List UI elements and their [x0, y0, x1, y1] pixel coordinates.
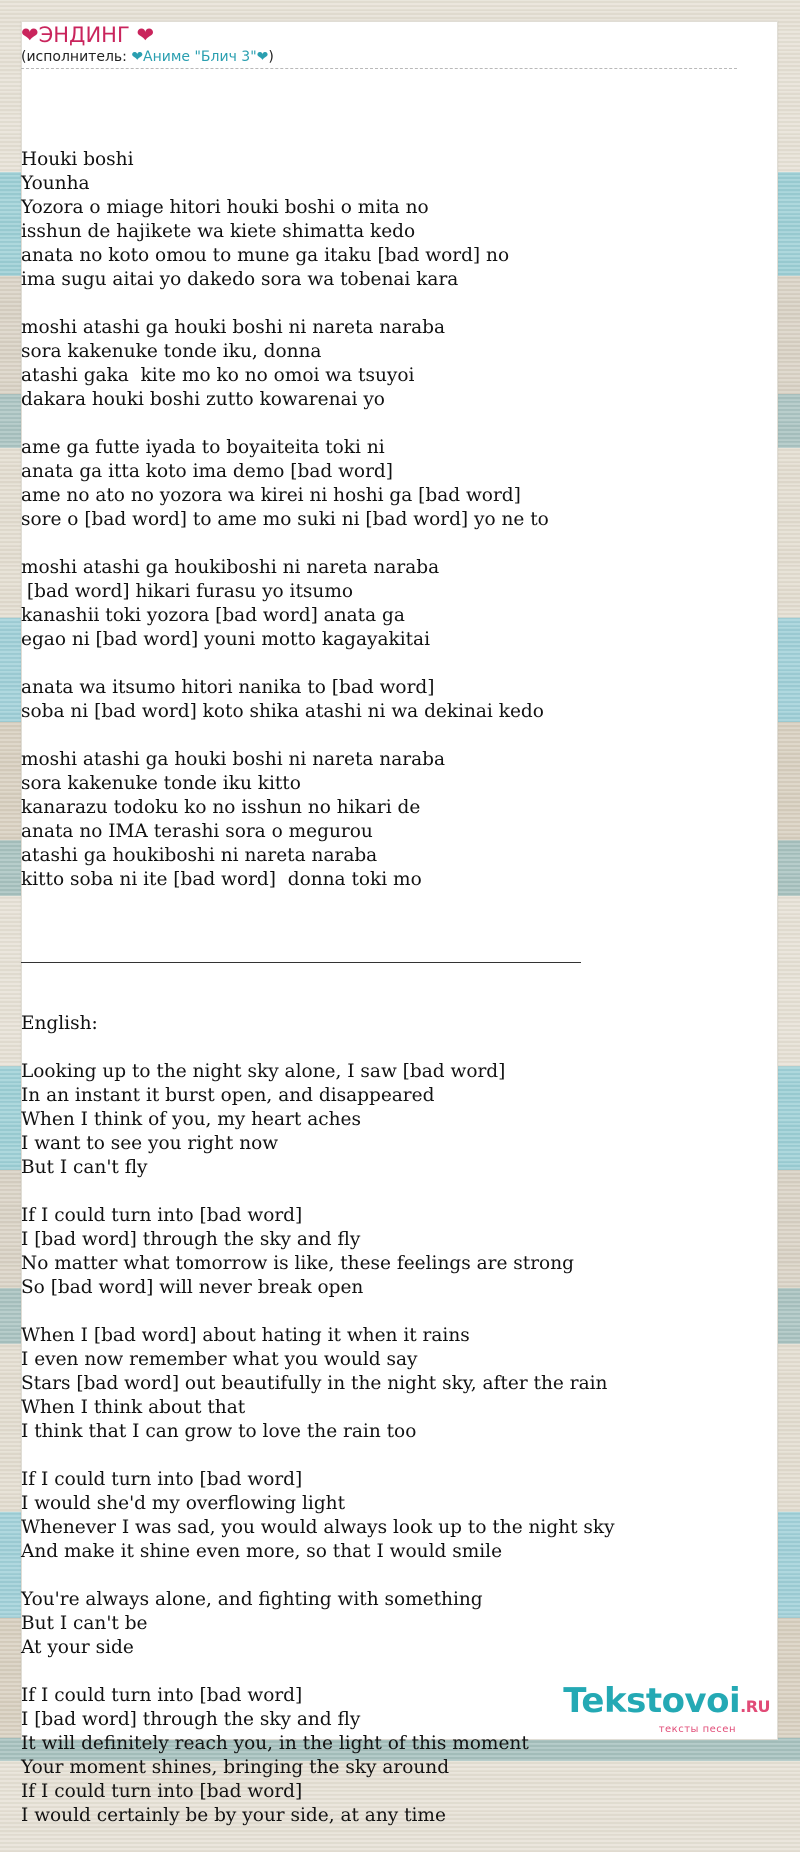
lyric-line: English: [21, 1013, 98, 1034]
lyric-line: Looking up to the night sky alone, I saw [bad word] [21, 1061, 506, 1082]
lyric-line: When I think about that [21, 1397, 246, 1418]
lyric-line: And make it shine even more, so that I would smile [21, 1541, 503, 1562]
artist-link[interactable]: ❤Аниме "Блич 3"❤ [131, 49, 269, 65]
lyric-line: I would she'd my overflowing light [21, 1493, 346, 1514]
lyric-line: But I can't fly [21, 1157, 148, 1178]
lyric-line: moshi atashi ga houkiboshi ni nareta naraba [21, 557, 440, 578]
site-logo[interactable] [563, 1683, 770, 1735]
lyric-line: ame ga futte iyada to boyaiteita toki ni [21, 437, 385, 458]
lyric-line: No matter what tomorrow is like, these feelings are strong [21, 1253, 574, 1274]
lyric-line: When I think of you, my heart aches [21, 1109, 361, 1130]
lyric-line: moshi atashi ga houki boshi ni nareta naraba [21, 749, 445, 770]
lyric-line: ame no ato no yozora wa kirei ni hoshi ga [bad word] [21, 485, 521, 506]
lyric-line: I want to see you right now [21, 1133, 279, 1154]
lyrics-romaji [21, 148, 737, 892]
lyric-line: dakara houki boshi zutto kowarenai yo [21, 389, 385, 410]
lyric-line [21, 1564, 737, 1588]
lyric-line [21, 1036, 737, 1060]
lyric-line: anata no koto omou to mune ga itaku [bad word] no [21, 245, 510, 266]
lyric-line: sora kakenuke tonde iku kitto [21, 773, 301, 794]
lyric-line [21, 532, 737, 556]
lyric-line: isshun de hajikete wa kiete shimatta kedo [21, 221, 416, 242]
lyric-line: Yozora o miage hitori houki boshi o mita no [21, 197, 429, 218]
lyric-line: moshi atashi ga houki boshi ni nareta naraba [21, 317, 445, 338]
lyric-line: Stars [bad word] out beautifully in the night sky, after the rain [21, 1373, 608, 1394]
lyric-line [21, 292, 737, 316]
lyric-line: It will definitely reach you, in the light of this moment [21, 1733, 529, 1754]
lyrics-separator [21, 962, 581, 963]
lyric-line: anata wa itsumo hitori nanika to [bad word] [21, 677, 435, 698]
lyrics-body [21, 100, 737, 1852]
lyric-line: kanarazu todoku ko no isshun no hikari de [21, 797, 421, 818]
lyric-line: Younha [21, 173, 90, 194]
lyric-line: sora kakenuke tonde iku, donna [21, 341, 322, 362]
song-title: ❤ЭНДИНГ ❤ [21, 23, 155, 47]
lyric-line [21, 1180, 737, 1204]
lyric-line [21, 1444, 737, 1468]
lyric-line: soba ni [bad word] koto shika atashi ni wa dekinai kedo [21, 701, 544, 722]
lyric-line: Houki boshi [21, 149, 134, 170]
logo-tagline: тексты песен [658, 1724, 736, 1735]
artist-prefix: (исполнитель: [21, 49, 132, 65]
logo-wordmark [563, 1683, 770, 1725]
lyric-line: If I could turn into [bad word] [21, 1469, 303, 1490]
lyric-line: egao ni [bad word] youni motto kagayakitai [21, 629, 431, 650]
lyric-line: Your moment shines, bringing the sky around [21, 1757, 450, 1778]
lyric-line: In an instant it burst open, and disappeared [21, 1085, 435, 1106]
lyric-line: kanashii toki yozora [bad word] anata ga [21, 605, 405, 626]
lyric-line [21, 652, 737, 676]
logo-tld: .RU [740, 1697, 770, 1716]
lyric-line: sore o [bad word] to ame mo suki ni [bad word] yo ne to [21, 509, 549, 530]
artist-suffix: ) [268, 49, 274, 65]
lyric-line: Whenever I was sad, you would always look up to the night sky [21, 1517, 615, 1538]
lyric-line: anata ga itta koto ima demo [bad word] [21, 461, 393, 482]
lyric-line: I [bad word] through the sky and fly [21, 1709, 361, 1730]
lyric-line: I would certainly be by your side, at any time [21, 1805, 446, 1826]
lyric-line: So [bad word] will never break open [21, 1277, 364, 1298]
artist-line [21, 48, 737, 69]
lyric-line [21, 1300, 737, 1324]
lyric-line: I [bad word] through the sky and fly [21, 1229, 361, 1250]
lyric-line: But I can't be [21, 1613, 148, 1634]
lyric-line: atashi ga houkiboshi ni nareta naraba [21, 845, 378, 866]
song-header [21, 22, 737, 69]
lyric-line: If I could turn into [bad word] [21, 1205, 303, 1226]
lyric-line: kitto soba ni ite [bad word] donna toki mo [21, 869, 422, 890]
lyric-line [21, 724, 737, 748]
lyric-line: If I could turn into [bad word] [21, 1685, 303, 1706]
logo-name: Tekstovoi [563, 1681, 741, 1721]
lyric-line: You're always alone, and fighting with something [21, 1589, 483, 1610]
lyric-line: I even now remember what you would say [21, 1349, 418, 1370]
lyric-line: ima sugu aitai yo dakedo sora wa tobenai kara [21, 269, 459, 290]
lyric-line: When I [bad word] about hating it when it rains [21, 1325, 470, 1346]
lyric-line: If I could turn into [bad word] [21, 1781, 303, 1802]
lyric-line: [bad word] hikari furasu yo itsumo [21, 581, 353, 602]
lyric-line: anata no IMA terashi sora o megurou [21, 821, 373, 842]
lyric-line: atashi gaka kite mo ko no omoi wa tsuyoi [21, 365, 415, 386]
lyric-line: I think that I can grow to love the rain too [21, 1421, 417, 1442]
lyric-line [21, 412, 737, 436]
lyric-line: At your side [21, 1637, 134, 1658]
